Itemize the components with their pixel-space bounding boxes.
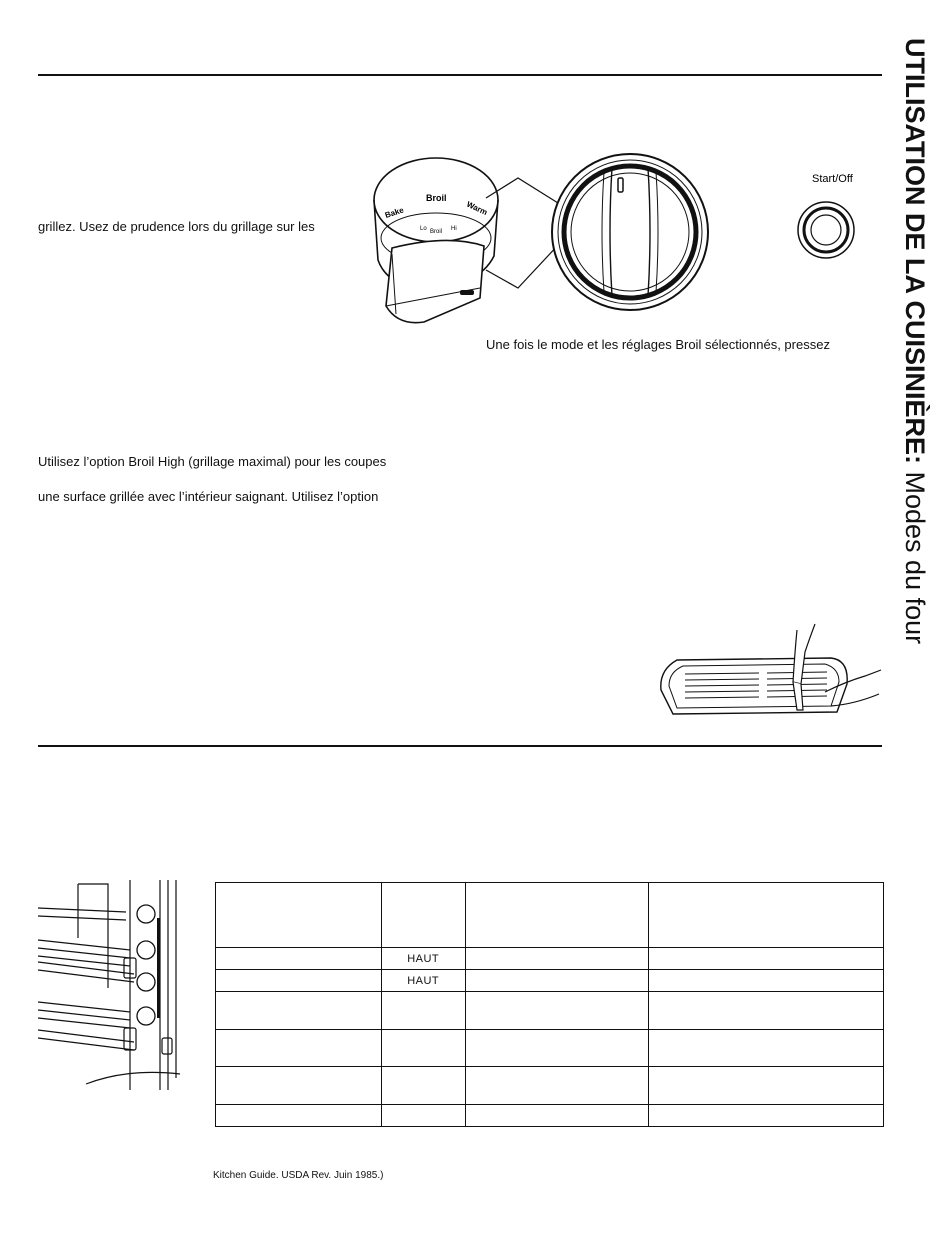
knob-label-hi: Hi [451,226,457,232]
broil-paragraph-line: grillez. Usez de prudence lors du grillage sur les [38,219,315,234]
table-row [216,1105,884,1127]
table-cell [649,1030,884,1067]
table-cell [465,970,649,992]
table-cell [216,970,382,992]
table-cell [216,992,382,1030]
side-section-title [898,38,938,778]
table-row [216,1030,884,1067]
table-row [216,1067,884,1105]
middle-rule [38,745,882,747]
table-header [381,883,465,948]
table-cell [465,992,649,1030]
table-cell: HAUT [381,970,465,992]
table-cell [381,1067,465,1105]
oven-knob-illustration [368,138,888,338]
table-cell [465,1067,649,1105]
start-off-label: Start/Off [812,173,853,185]
broiler-pan-illustration [655,620,885,722]
oven-rack-illustration [38,878,183,1090]
knob-front-view [552,154,708,310]
table-cell: HAUT [381,948,465,970]
side-title-light: Modes du four [900,464,930,645]
knob-label-bake: Bake [383,205,405,220]
table-cell [216,948,382,970]
broil-high-line-1: Utilisez l’option Broil High (grillage maximal) pour les coupes [38,454,387,469]
knob-side-view [374,158,498,323]
table-cell [649,970,884,992]
side-title-bold: UTILISATION DE LA CUISINIÈRE: [900,38,930,465]
knob-label-small-broil: Broil [430,229,443,235]
start-off-button-figure [798,173,854,258]
table-row [216,948,884,970]
table-cell [381,1105,465,1127]
knob-label-broil: Broil [426,193,447,203]
table-cell [381,1030,465,1067]
knob-label-warm: Warm [465,199,489,218]
knob-label-lo: Lo [420,226,427,232]
svg-text:UTILISATION DE LA CUISINIÈRE: [900,38,931,644]
top-rule [38,74,882,76]
table-header-row [216,883,884,948]
side-title-svg [898,38,938,778]
table-cell [465,1105,649,1127]
broil-high-line-2: une surface grillée avec l’intérieur saignant. Utilisez l’option [38,489,379,504]
broil-guide-table [215,882,884,1127]
table-cell [649,1105,884,1127]
table-row [216,992,884,1030]
table-cell [649,1067,884,1105]
table-cell [649,948,884,970]
table-cell [465,1030,649,1067]
table-cell [216,1105,382,1127]
table-row [216,970,884,992]
table-header [465,883,649,948]
table-header [216,883,382,948]
footnote: Kitchen Guide. USDA Rev. Juin 1985.) [213,1170,384,1181]
table-cell [216,1030,382,1067]
knob-caption: Une fois le mode et les réglages Broil sélectionnés, pressez [486,337,830,352]
table-header [649,883,884,948]
table-cell [465,948,649,970]
table-cell [649,992,884,1030]
table-cell [216,1067,382,1105]
table-cell [381,992,465,1030]
